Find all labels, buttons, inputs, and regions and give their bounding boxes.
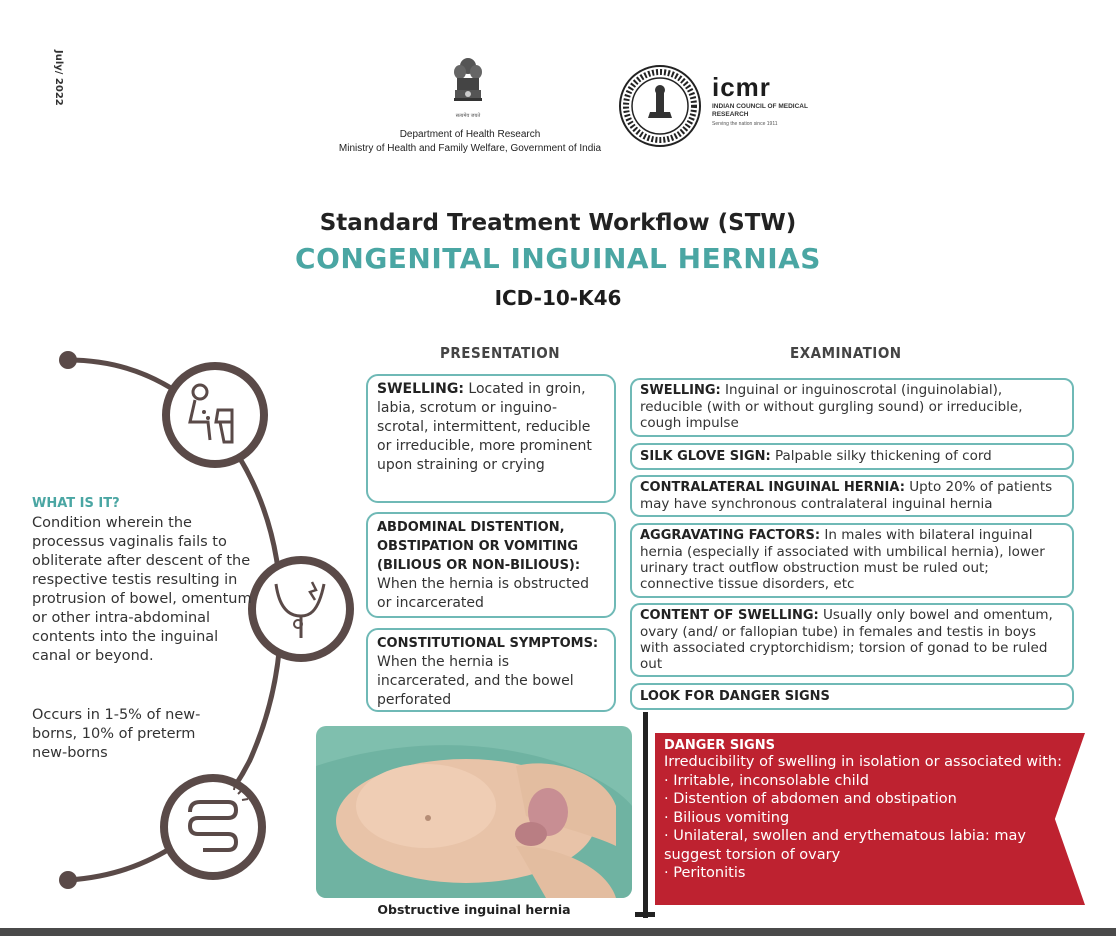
- exam-text: In males with bilateral inguinal hernia (especially if associated with umbilical hernia), lower urinary tract outflow obstruction must be ruled out; connective tissue disorders, etc: [640, 527, 1045, 592]
- exam-text: Inguinal or inguinoscrotal (inguinolabial), reducible (with or without gurgling sound) or irreducible, cough impulse: [640, 382, 1023, 431]
- presentation-distention-box: [366, 512, 616, 618]
- presentation-heading: PRESENTATION: [440, 344, 561, 362]
- exam-danger-link-box: [630, 683, 1074, 710]
- icmr-seal-icon: [618, 64, 702, 148]
- presentation-constitutional-box: [366, 628, 616, 712]
- photo-caption: Obstructive inguinal hernia: [377, 902, 571, 917]
- exam-content-box: [630, 603, 1074, 677]
- exam-label: SWELLING:: [640, 383, 721, 398]
- icmr-wordmark: icmr: [712, 72, 771, 102]
- ministry-name: Ministry of Health and Family Welfare, Government of India: [338, 143, 602, 154]
- exam-text: Usually only bowel and omentum, ovary (and/ or fallopian tube) in females and testis in boys with associated cryptorchidism; torsion of gonad to be ruled out: [640, 607, 1053, 672]
- department-block: [300, 128, 640, 156]
- exam-text: Palpable silky thickening of cord: [775, 448, 992, 464]
- exam-swelling-box: [630, 378, 1074, 437]
- presentation-label: SWELLING:: [377, 381, 464, 397]
- exam-contralateral-box: [630, 475, 1074, 517]
- icmr-logo: [712, 74, 812, 127]
- intestine-icon: [158, 772, 268, 882]
- examination-heading: EXAMINATION: [790, 344, 902, 362]
- exam-label: CONTRALATERAL INGUINAL HERNIA:: [640, 480, 905, 495]
- groin-pain-icon: [246, 554, 356, 664]
- danger-sign-item: · Irritable, inconsolable child: [664, 772, 869, 789]
- danger-sign-item: · Unilateral, swollen and erythematous labia: may suggest torsion of ovary: [664, 828, 1026, 863]
- department-name: Department of Health Research: [399, 129, 541, 140]
- condition-title: CONGENITAL INGUINAL HERNIAS: [295, 242, 821, 275]
- presentation-text: Located in groin, labia, scrotum or inguino-scrotal, intermittent, reducible or irreducible, more prominent upon straining or crying: [377, 381, 592, 473]
- what-is-it-heading: WHAT IS IT?: [32, 496, 120, 511]
- hernia-photo: [316, 726, 632, 898]
- exam-label: LOOK FOR DANGER SIGNS: [640, 689, 830, 704]
- exam-text: Upto 20% of patients may have synchronous contralateral inguinal hernia: [640, 479, 1053, 512]
- exam-label: SILK GLOVE SIGN:: [640, 449, 771, 464]
- page-title: Standard Treatment Workflow (STW): [319, 210, 797, 236]
- icmr-tagline: Serving the nation since 1911: [712, 121, 778, 127]
- presentation-text: When the hernia is incarcerated, and the bowel perforated: [377, 654, 574, 708]
- exam-label: CONTENT OF SWELLING:: [640, 608, 819, 623]
- danger-connector: [634, 712, 656, 920]
- danger-signs-intro: Irreducibility of swelling in isolation or associated with:: [664, 754, 1062, 770]
- emblem-caption: सत्यमेव जयते: [455, 113, 481, 119]
- exam-label: AGGRAVATING FACTORS:: [640, 528, 821, 543]
- presentation-label: CONSTITUTIONAL SYMPTOMS:: [377, 636, 599, 651]
- publication-date: July/ 2022: [53, 50, 64, 106]
- exam-aggravating-box: [630, 523, 1074, 598]
- bottom-divider: [0, 928, 1116, 936]
- national-emblem-icon: [448, 56, 488, 114]
- presentation-label: ABDOMINAL DISTENTION, OBSTIPATION OR VOMITING (BILIOUS OR NON-BILIOUS):: [377, 520, 581, 573]
- icmr-fullname: INDIAN COUNCIL OF MEDICAL RESEARCH: [712, 103, 808, 118]
- what-is-it-text: Condition wherein the processus vaginalis fails to obliterate after descent of the respective testis resulting in protrusion of bowel, omentum or other intra-abdominal contents into the inguinal canal or beyond.: [32, 515, 252, 664]
- exam-silk-glove-box: [630, 443, 1074, 470]
- toilet-strain-icon: [160, 360, 270, 470]
- danger-signs-heading: DANGER SIGNS: [664, 738, 775, 753]
- danger-signs-content: [664, 738, 1064, 883]
- presentation-swelling-box: [366, 374, 616, 503]
- occurrence-text: Occurs in 1-5% of new-borns, 10% of preterm new-borns: [32, 707, 201, 761]
- danger-sign-item: · Bilious vomiting: [664, 809, 790, 826]
- danger-sign-item: · Distention of abdomen and obstipation: [664, 791, 957, 807]
- icd-code: ICD-10-K46: [494, 286, 622, 310]
- danger-sign-item: · Peritonitis: [664, 865, 746, 881]
- presentation-text: When the hernia is obstructed or incarcerated: [377, 576, 590, 611]
